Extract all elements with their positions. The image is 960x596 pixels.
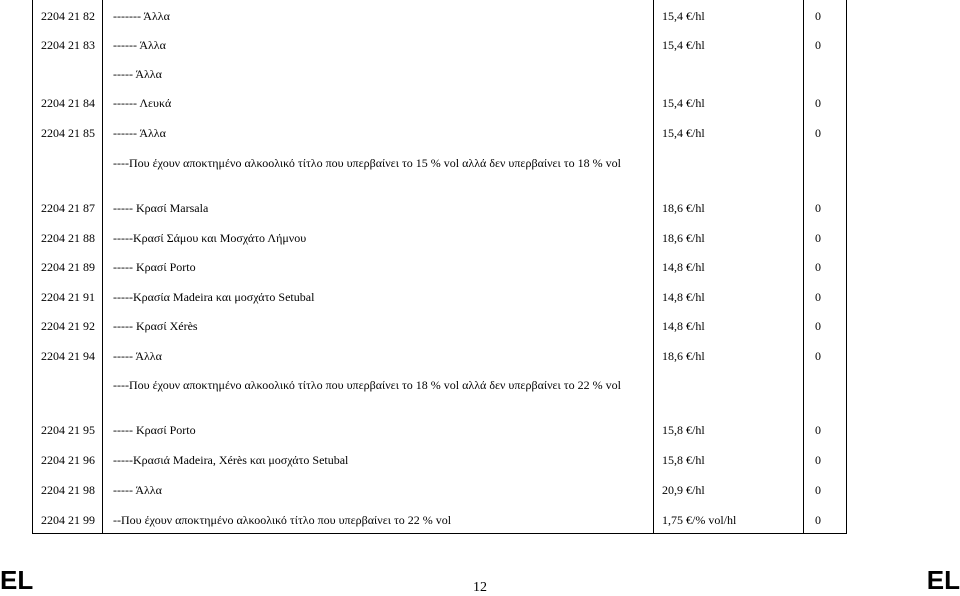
unit-cell: 0	[804, 87, 847, 117]
description-cell: -----Κρασί Σάμου και Μοσχάτο Λήμνου	[103, 222, 654, 251]
tariff-code-cell: 2204 21 82	[33, 0, 103, 29]
unit-cell: 0	[804, 0, 847, 29]
description-cell: ----- Κρασί Porto	[103, 251, 654, 281]
duty-rate-cell	[654, 58, 804, 87]
unit-cell: 0	[804, 414, 847, 444]
duty-rate-cell: 15,4 €/hl	[654, 87, 804, 117]
duty-rate-cell: 18,6 €/hl	[654, 192, 804, 222]
footer-language-code-right: EL	[926, 565, 960, 595]
table-row	[33, 87, 847, 117]
tariff-code-cell: 2204 21 95	[33, 414, 103, 444]
description-cell: ----- Άλλα	[103, 474, 654, 504]
table-row	[33, 58, 847, 87]
tariff-code-cell: 2204 21 99	[33, 504, 103, 533]
description-cell: ----- Κρασί Marsala	[103, 192, 654, 222]
tariff-code-cell: 2204 21 87	[33, 192, 103, 222]
duty-rate-cell	[654, 369, 804, 414]
table-row	[33, 474, 847, 504]
unit-cell	[804, 58, 847, 87]
table-row	[33, 504, 847, 533]
table-row	[33, 310, 847, 340]
duty-rate-cell: 15,4 €/hl	[654, 117, 804, 147]
description-cell: ------ Λευκά	[103, 87, 654, 117]
description-cell: ------ Άλλα	[103, 117, 654, 147]
table-row	[33, 0, 847, 29]
duty-rate-cell: 14,8 €/hl	[654, 251, 804, 281]
tariff-code-cell	[33, 369, 103, 414]
description-cell: ----- Άλλα	[103, 340, 654, 369]
description-cell: ----Που έχουν αποκτημένο αλκοολικό τίτλο που υπερβαίνει το 15 % vol αλλά δεν υπερβαίνει το 18 % vol	[103, 147, 654, 192]
unit-cell: 0	[804, 251, 847, 281]
table-row	[33, 147, 847, 192]
tariff-code-cell: 2204 21 94	[33, 340, 103, 369]
table-row	[33, 369, 847, 414]
tariff-code-cell: 2204 21 96	[33, 444, 103, 474]
description-cell: ------ Άλλα	[103, 29, 654, 58]
table-row	[33, 414, 847, 444]
description-cell: ----- Άλλα	[103, 58, 654, 87]
unit-cell: 0	[804, 504, 847, 533]
duty-rate-cell: 20,9 €/hl	[654, 474, 804, 504]
tariff-code-cell: 2204 21 92	[33, 310, 103, 340]
duty-rate-cell	[654, 147, 804, 192]
table-row	[33, 444, 847, 474]
duty-rate-cell: 15,8 €/hl	[654, 414, 804, 444]
unit-cell: 0	[804, 310, 847, 340]
duty-rate-cell: 15,4 €/hl	[654, 29, 804, 58]
page-number: 12	[473, 580, 487, 595]
description-cell: ----- Κρασί Porto	[103, 414, 654, 444]
tariff-table	[32, 0, 847, 534]
unit-cell: 0	[804, 444, 847, 474]
unit-cell: 0	[804, 222, 847, 251]
table-row	[33, 340, 847, 369]
tariff-code-cell: 2204 21 91	[33, 281, 103, 310]
tariff-code-cell: 2204 21 98	[33, 474, 103, 504]
tariff-code-cell: 2204 21 83	[33, 29, 103, 58]
unit-cell	[804, 147, 847, 192]
tariff-code-cell: 2204 21 84	[33, 87, 103, 117]
tariff-code-cell: 2204 21 88	[33, 222, 103, 251]
tariff-table-body	[33, 0, 847, 533]
table-row	[33, 117, 847, 147]
description-cell: -----Κρασιά Madeira, Xérès και μοσχάτο Setubal	[103, 444, 654, 474]
unit-cell: 0	[804, 340, 847, 369]
description-cell: --Που έχουν αποκτημένο αλκοολικό τίτλο που υπερβαίνει το 22 % vol	[103, 504, 654, 533]
description-cell: ------- Άλλα	[103, 0, 654, 29]
unit-cell: 0	[804, 117, 847, 147]
footer-language-code-left: EL	[0, 565, 34, 595]
tariff-code-cell: 2204 21 89	[33, 251, 103, 281]
duty-rate-cell: 15,8 €/hl	[654, 444, 804, 474]
duty-rate-cell: 18,6 €/hl	[654, 340, 804, 369]
description-cell: ----Που έχουν αποκτημένο αλκοολικό τίτλο που υπερβαίνει το 18 % vol αλλά δεν υπερβαίνει το 22 % vol	[103, 369, 654, 414]
table-row	[33, 29, 847, 58]
table-row	[33, 192, 847, 222]
duty-rate-cell: 1,75 €/% vol/hl	[654, 504, 804, 533]
description-cell: ----- Κρασί Xérès	[103, 310, 654, 340]
unit-cell	[804, 369, 847, 414]
unit-cell: 0	[804, 281, 847, 310]
description-cell: -----Κρασία Madeira και μοσχάτο Setubal	[103, 281, 654, 310]
duty-rate-cell: 18,6 €/hl	[654, 222, 804, 251]
tariff-code-cell	[33, 147, 103, 192]
table-row	[33, 281, 847, 310]
duty-rate-cell: 15,4 €/hl	[654, 0, 804, 29]
unit-cell: 0	[804, 474, 847, 504]
unit-cell: 0	[804, 192, 847, 222]
table-row	[33, 222, 847, 251]
duty-rate-cell: 14,8 €/hl	[654, 281, 804, 310]
tariff-code-cell: 2204 21 85	[33, 117, 103, 147]
duty-rate-cell: 14,8 €/hl	[654, 310, 804, 340]
unit-cell: 0	[804, 29, 847, 58]
table-row	[33, 251, 847, 281]
tariff-code-cell	[33, 58, 103, 87]
